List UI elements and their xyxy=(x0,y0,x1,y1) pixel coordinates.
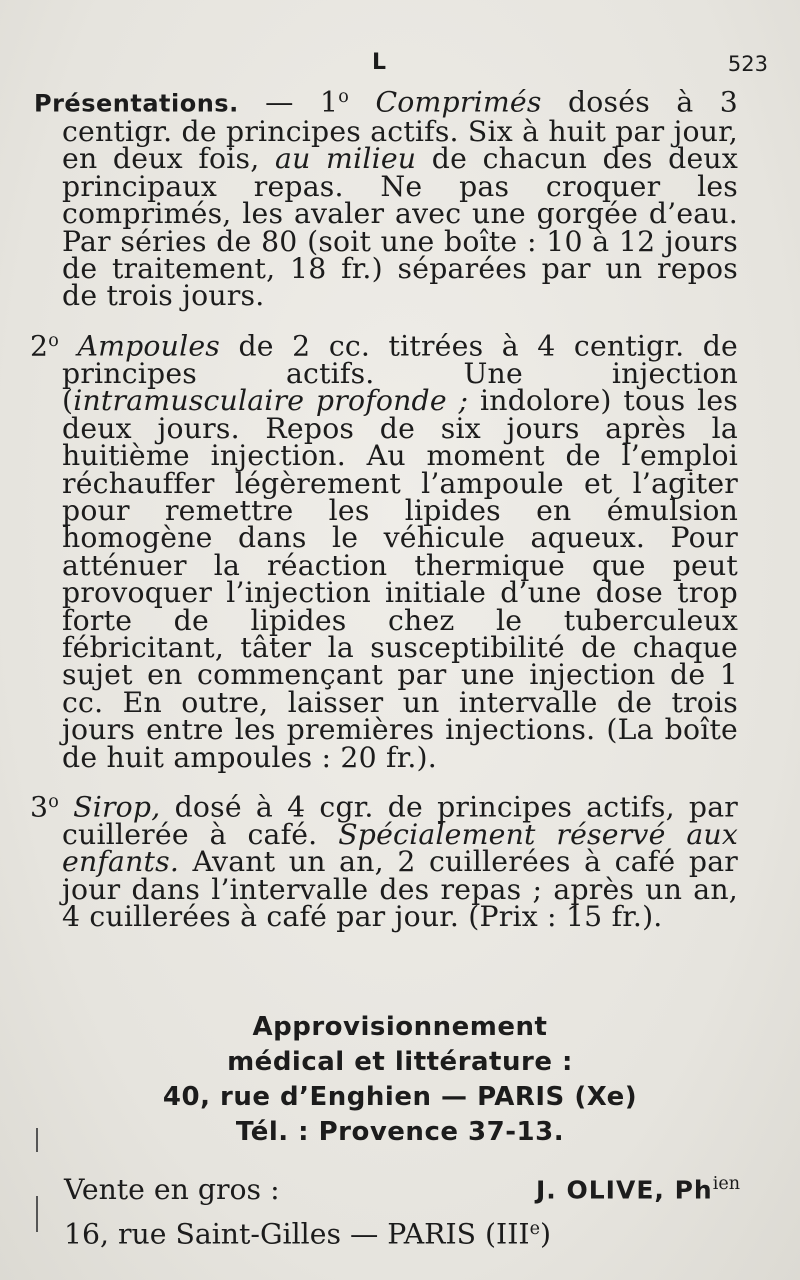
paragraph-text: dosés à 3 centigr. de principes actifs. Six à huit par jour, en deux fois, xyxy=(62,85,739,176)
form-name: Comprimés xyxy=(375,85,542,119)
wholesale-address xyxy=(64,1210,740,1254)
margin-mark xyxy=(36,1196,38,1232)
supply-phone: Tél. : Provence 37-13. xyxy=(235,1117,565,1147)
item-number: 2 xyxy=(30,329,49,363)
supply-subheading: médical et littérature : xyxy=(227,1047,573,1077)
supply-address: 40, rue d’Enghien — PARIS (Xe) xyxy=(162,1082,638,1112)
wholesale-label: Vente en gros : xyxy=(64,1172,280,1206)
dash: — xyxy=(238,85,321,119)
paragraph-text: indolore) tous les deux jours. Repos de six jours après la huitième injection. Au moment de l’emploi réchauffer légèrement l’ampoule et l’agiter pour remettre les lipides en émulsion homogène dans le véhicule aqueux. Pour atténuer la réaction thermique que peut provoquer l’injection initiale d’une dose trop forte de lipides chez le tuberculeux fébricitant, tâter la susceptibilité de chaque sujet en commençant par une injection de 1 cc. En outre, laisser un intervalle de trois jours entre les premières injections. (La boîte de huit ampoules : 20 fr.). xyxy=(62,384,738,774)
address-end: ) xyxy=(539,1217,551,1251)
form-name: Ampoules xyxy=(77,329,220,363)
company-name-sup: ien xyxy=(712,1174,740,1194)
paragraph-sirop xyxy=(30,789,739,934)
main-text xyxy=(30,84,739,934)
item-number-sup: o xyxy=(48,330,59,351)
address-text: 16, rue Saint-Gilles — PARIS (III xyxy=(64,1217,530,1251)
company-name: J. OLIVE, Ph xyxy=(535,1175,713,1205)
margin-mark xyxy=(36,1128,38,1152)
emphasis: intramusculaire profonde ; xyxy=(73,384,469,418)
item-number-sup: o xyxy=(48,792,59,813)
paragraph-text: dosé à 4 cgr. de principes actifs, par cuillerée à café. xyxy=(62,790,738,852)
wholesale-company xyxy=(536,1165,740,1210)
address-sup: e xyxy=(529,1218,540,1239)
wholesale-block xyxy=(64,1165,740,1253)
item-number-sup: o xyxy=(338,87,350,107)
page-number: 523 xyxy=(727,52,768,76)
emphasis: Spécialement réservé aux enfants. xyxy=(62,818,739,879)
presentations-label: Présentations. xyxy=(34,89,239,118)
paragraph-comprimes xyxy=(34,84,739,313)
supply-heading: Approvisionnement xyxy=(252,1012,548,1042)
running-head-letter: L xyxy=(372,50,387,75)
supply-block xyxy=(40,1010,760,1150)
emphasis: au milieu xyxy=(275,142,417,176)
paragraph-text: Avant un an, 2 cuillerées à café par jour dans l’intervalle des repas ; après un an, 4 cuillerées à café par jour. (Prix : 15 fr.). xyxy=(62,845,738,934)
wholesale-line xyxy=(64,1165,740,1210)
paragraph-text: de chacun des deux principaux repas. Ne pas croquer les comprimés, les avaler avec une gorgée d’eau. Par séries de 80 (soit une boîte : 10 à 12 jours de traitement, 18 fr.) séparées par un repos de trois jours. xyxy=(62,142,739,313)
item-number: 3 xyxy=(30,790,49,824)
form-name: Sirop, xyxy=(73,790,161,824)
paragraph-ampoules xyxy=(30,328,738,774)
paragraph-text: de 2 cc. titrées à 4 centigr. de principes actifs. Une injection ( xyxy=(62,329,738,418)
item-number: 1 xyxy=(320,85,339,119)
